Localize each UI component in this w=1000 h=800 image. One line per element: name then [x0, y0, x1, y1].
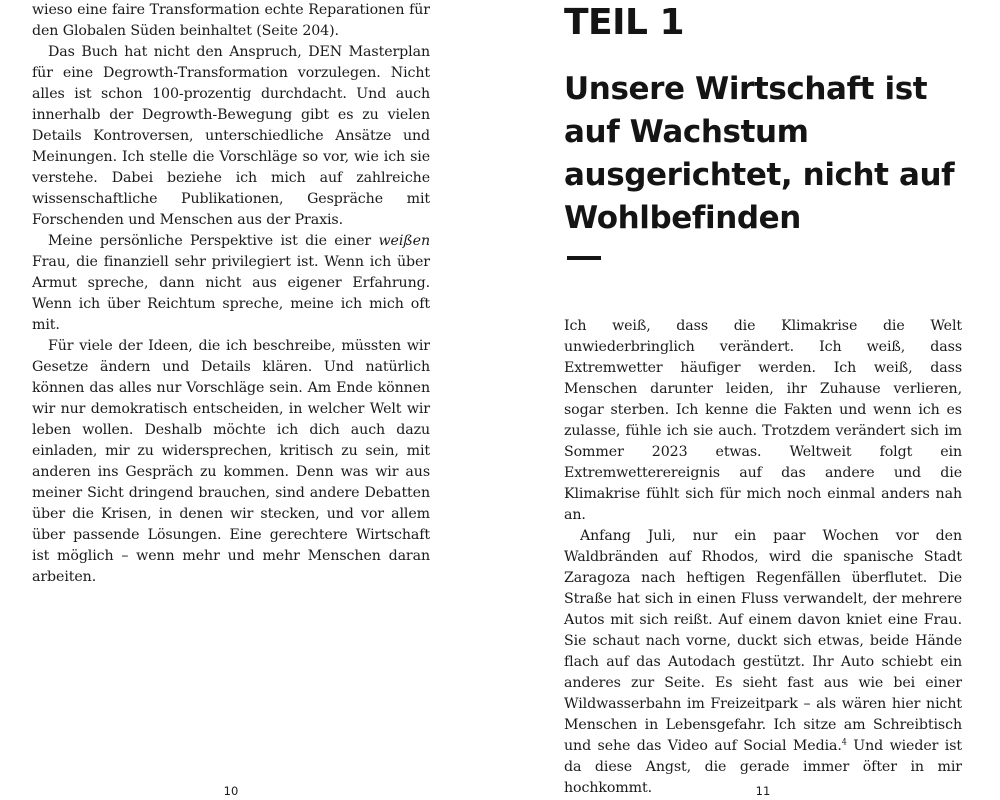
right-paragraph-2-start: Anfang Juli, nur ein paar Wochen vor den Waldbränden auf Rhodos, wird die spanische Stadt Zaragoza nach heftigen Regenfällen überflutet. Die Straße hat sich in einen Fluss verwandelt, der mehrere Autos mit sich reißt. Auf einem davon kniet eine Frau. Sie schaut nach vorne, duckt sich etwas, beide Hände flach auf das Autodach gestützt. Ihr Auto schiebt ein anderes zur Seite. Es sieht fast aus wie bei einer Wildwasserbahn im Freizeitpark – als wären hier nicht Menschen in Lebensgefahr. Ich sitze am Schreibtisch und sehe das Video auf Social Media. — [564, 528, 962, 754]
left-paragraph-3 — [32, 231, 430, 336]
left-page-body — [32, 0, 430, 588]
left-paragraph-3-end: Frau, die finanziell sehr privilegiert ist. Wenn ich über Armut spreche, dann nicht aus eigener Erfahrung. Wenn ich über Reichtum spreche, meine ich mich oft mit. — [32, 254, 430, 333]
right-paragraph-2 — [564, 526, 962, 799]
right-page-body — [564, 316, 962, 799]
part-label: TEIL 1 — [564, 2, 685, 43]
chapter-title: Unsere Wirtschaft ist auf Wachstum ausgerichtet, nicht auf Wohlbefinden — [564, 71, 955, 236]
left-paragraph-1: wieso eine faire Transformation echte Reparationen für den Globalen Süden beinhaltet (Seite 204). — [32, 2, 430, 39]
left-paragraph-2: Das Buch hat nicht den Anspruch, DEN Masterplan für eine Degrowth-Transformation vorzulegen. Nicht alles ist schon 100-prozentig durchdacht. Und auch innerhalb der Degrowth-Bewegung gibt es zu vielen Details Kontroversen, unterschiedliche Ansätze und Meinungen. Ich stelle die Vorschläge so vor, wie ich sie verstehe. Dabei beziehe ich mich auf zahlreiche wissenschaftliche Publikationen, Gespräche mit Forschenden und Menschen aus der Praxis. — [32, 44, 430, 228]
page-number-left: 10 — [223, 784, 239, 798]
right-paragraph-2-end: Und wieder ist da diese Angst, die gerade immer öfter in mir hochkommt. — [564, 738, 962, 796]
page-number-right: 11 — [755, 784, 771, 798]
right-paragraph-1: Ich weiß, dass die Klimakrise die Welt unwiederbringlich verändert. Ich weiß, dass Extremwetter häufiger werden. Ich weiß, dass Menschen darunter leiden, ihr Zuhause verlieren, sogar sterben. Ich kenne die Fakten und wenn ich es zulasse, fühle ich sie auch. Trotzdem verändert sich im Sommer 2023 etwas. Weltweit folgt ein Extremwetterereignis auf das andere und die Klimakrise fühlt sich für mich noch einmal anders nah an. — [564, 318, 962, 523]
footnote-marker[interactable]: 4 — [841, 737, 847, 747]
emphasized-word: weißen — [378, 233, 430, 249]
title-dash-divider — [567, 256, 601, 260]
left-paragraph-3-start: Meine persönliche Perspektive ist die einer — [48, 233, 379, 249]
right-page — [500, 0, 1000, 800]
left-paragraph-4: Für viele der Ideen, die ich beschreibe, müssten wir Gesetze ändern und Details klären. Und natürlich können das alles nur Vorschläge sein. Am Ende können wir nur demokratisch entscheiden, in welcher Welt wir leben wollen. Deshalb möchte ich dich auch dazu einladen, mir zu widersprechen, kritisch zu sein, mit anderen ins Gespräch zu kommen. Denn was wir aus meiner Sicht dringend brauchen, sind andere Debatten über die Krisen, in denen wir stecken, und vor allem über passende Lösungen. Eine gerechtere Wirtschaft ist möglich – wenn mehr und mehr Menschen daran arbeiten. — [32, 338, 430, 585]
